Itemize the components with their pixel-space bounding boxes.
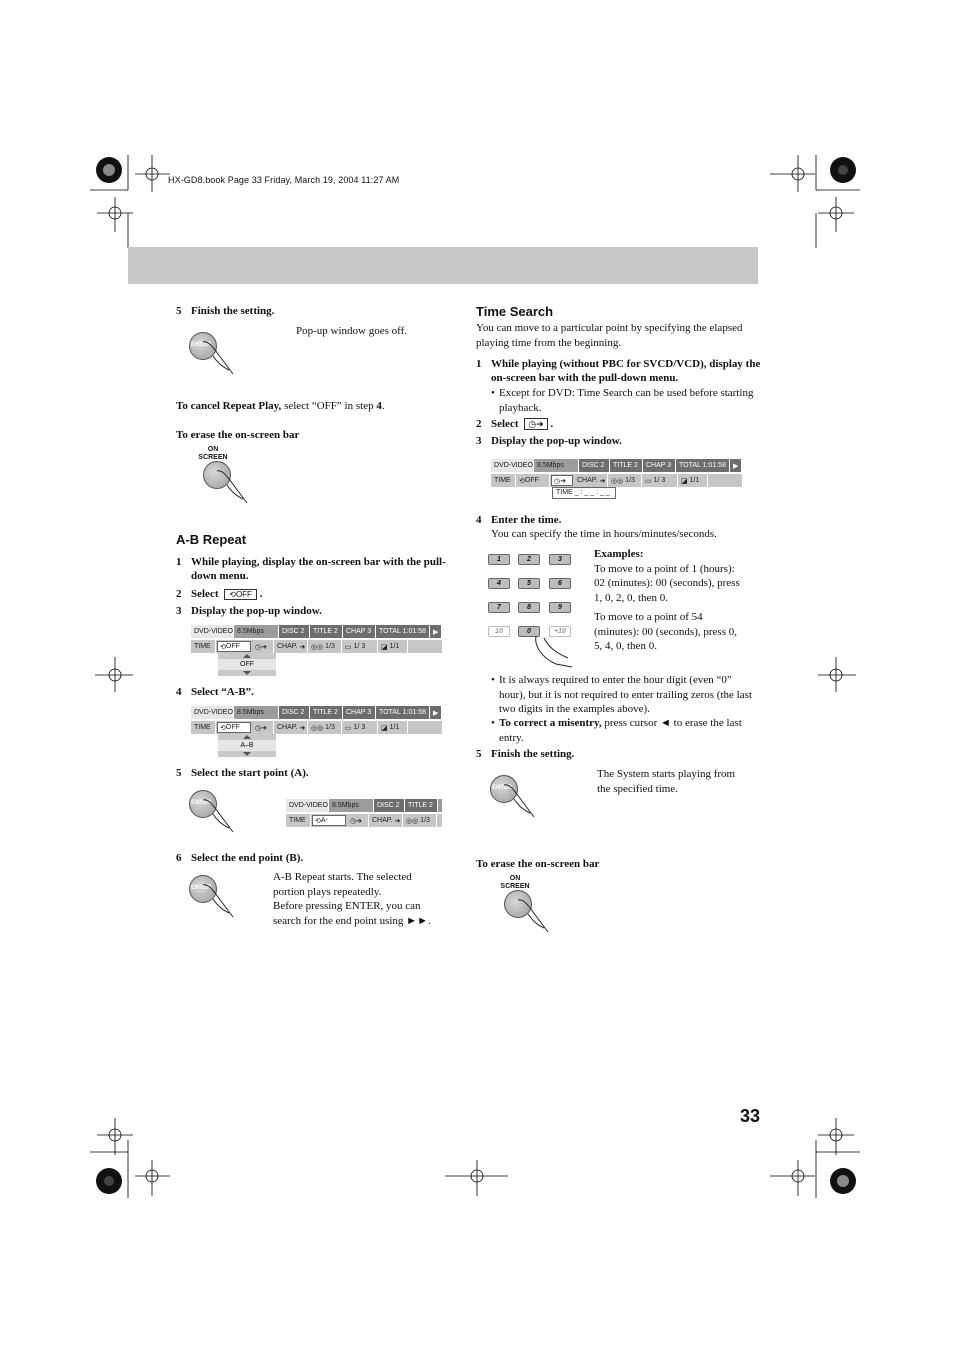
ab-step-3: 3 Display the pop-up window.	[176, 605, 322, 617]
ts-step-3: 3 Display the pop-up window.	[476, 435, 622, 447]
osd-total: TOTAL 1:01:58	[376, 706, 430, 719]
time-search-icon: ◷➜	[524, 418, 547, 430]
osd-repeat: ⟲ OFF	[516, 474, 550, 487]
ab-repeat-heading: A-B Repeat	[176, 532, 247, 547]
osd-row-top	[191, 625, 442, 638]
osd-chap-search: CHAP. ➜	[274, 721, 308, 734]
ts-step-4: 4 Enter the time.	[476, 514, 562, 526]
osd-chap: CHAP 3	[343, 625, 376, 638]
erase-bar-title-right: To erase the on-screen bar	[476, 858, 600, 870]
osd-angle: ◪ 1/1	[678, 474, 708, 487]
osd-bar-time-search	[491, 459, 742, 487]
osd-chap-search: CHAP. ➜	[274, 640, 308, 653]
enter-button	[189, 324, 249, 380]
osd-chap-search: CHAP. ➜	[574, 474, 608, 487]
osd-time: TIME	[286, 814, 311, 827]
osd-row-top	[191, 706, 442, 719]
popup-ab-value: A–B	[218, 740, 276, 751]
osd-dvd-video: DVD-VIDEO	[191, 706, 234, 719]
ts-step-5: 5 Finish the setting.	[476, 748, 575, 760]
up-arrow-icon	[218, 653, 276, 659]
key-4: 4	[488, 578, 510, 589]
osd-angle: ◪ 1/1	[378, 640, 408, 653]
osd-subtitle: ▭ 1/ 3	[342, 721, 378, 734]
play-icon: ▶	[730, 459, 742, 472]
osd-row-bottom	[286, 814, 442, 827]
ts-bullet-hour-digit: • It is always required to enter the hour digit (even “0” hour), but it is not required to enter trailing zeros (the last two digits in the examples above).	[491, 674, 752, 715]
osd-dvd-video: DVD-VIDEO	[191, 625, 234, 638]
osd-title: TITLE 2	[610, 459, 643, 472]
pointing-hand-icon	[514, 894, 554, 934]
osd-audio: ◎◎ 1/3	[308, 640, 342, 653]
osd-chap-search: CHAP. ➜	[369, 814, 403, 827]
osd-audio: ◎◎ 1/3	[608, 474, 642, 487]
enter-button	[189, 782, 249, 838]
osd-total: TOTAL 1:01:58	[676, 459, 730, 472]
key-2: 2	[518, 554, 540, 565]
osd-repeat-box: ⟲ A-	[312, 815, 346, 826]
enter-button	[490, 767, 550, 823]
down-arrow-icon	[218, 670, 276, 676]
key-7: 7	[488, 602, 510, 613]
osd-audio: ◎◎ 1/3	[403, 814, 437, 827]
popup-off-note: Pop-up window goes off.	[296, 325, 408, 337]
play-icon: ▶	[430, 706, 442, 719]
on-screen-label: ON SCREEN	[500, 875, 530, 890]
enter-button-label: ENTER	[492, 785, 513, 791]
osd-row-bottom	[491, 474, 742, 487]
play-icon: ▶	[430, 625, 442, 638]
osd-time: TIME	[191, 640, 216, 653]
examples: Examples: To move to a point of 1 (hours): 02 (minutes): 00 (seconds), press 1, 0, 2, 0, then 0. To move to a point of 54 (minutes): 00 (seconds), press 0, 5, 4, 0, then 0.	[594, 548, 740, 652]
enter-button	[189, 867, 249, 923]
enter-button-label: ENTER	[191, 800, 212, 806]
key-plus-10: +10	[549, 626, 571, 637]
osd-row-bottom	[191, 640, 442, 653]
time-search-icon: ◷➜	[252, 721, 274, 734]
popup-ab	[218, 734, 276, 757]
time-search-intro: You can move to a particular point by specifying the elapsed playing time from the beginning.	[476, 322, 743, 349]
osd-row-top	[286, 799, 442, 812]
ts-step-1: 1 While playing (without PBC for SVCD/VCD), display the on-screen bar with the pull-down menu.	[476, 358, 761, 384]
ts-step-2: 2 Select ◷➜ .	[476, 418, 554, 430]
osd-bitrate: 8.5Mbps	[534, 459, 579, 472]
osd-title: TITLE 2	[310, 625, 343, 638]
time-search-icon: ◷➜	[551, 475, 573, 486]
ts-bullet-misentry: • To correct a misentry, press cursor ◄ to erase the last entry.	[491, 717, 742, 744]
cancel-repeat-note: To cancel Repeat Play, select “OFF” in step 4.	[176, 400, 385, 412]
file-info: HX-GD8.book Page 33 Friday, March 19, 2004 11:27 AM	[168, 175, 400, 185]
pointing-hand-icon	[199, 336, 239, 376]
osd-disc: DISC 2	[579, 459, 610, 472]
osd-bar-ab-step5	[286, 799, 442, 827]
page-number: 33	[739, 1106, 760, 1126]
ab-step-5: 5 Select the start point (A).	[176, 767, 309, 779]
enter-button-label: ENTER	[191, 342, 212, 348]
osd-bitrate: 8.5Mbps	[329, 799, 374, 812]
pointing-hand-icon	[213, 465, 253, 505]
osd-angle: ◪ 1/1	[378, 721, 408, 734]
up-arrow-icon	[218, 734, 276, 740]
key-9: 9	[549, 602, 571, 613]
ab-step-6-note: A-B Repeat starts. The selected portion plays repeatedly. Before pressing ENTER, you can search for the end point using ►►.	[273, 871, 431, 927]
osd-time: TIME	[491, 474, 516, 487]
key-10: 10	[488, 626, 510, 637]
time-search-heading: Time Search	[476, 304, 554, 319]
osd-bitrate: 8.5Mbps	[234, 625, 279, 638]
pointing-hand-icon	[532, 634, 578, 668]
osd-repeat-box: ⟲ OFF	[217, 641, 251, 652]
time-entry-box: TIME _ : _ _ : _ _	[552, 487, 616, 499]
on-screen-button	[203, 453, 263, 509]
key-8: 8	[518, 602, 540, 613]
popup-off-value: OFF	[218, 659, 276, 670]
ts-step-5-note: The System starts playing from the specified time.	[597, 768, 736, 795]
osd-disc: DISC 2	[279, 625, 310, 638]
ts-step-4-sub: You can specify the time in hours/minutes/seconds.	[491, 528, 717, 540]
osd-row-top	[491, 459, 742, 472]
enter-button-label: ENTER	[191, 885, 212, 891]
osd-subtitle: ▭ 1/ 3	[642, 474, 678, 487]
ab-step-4: 4 Select “A-B”.	[176, 686, 254, 698]
key-1: 1	[488, 554, 510, 565]
key-5: 5	[518, 578, 540, 589]
key-6: 6	[549, 578, 571, 589]
osd-disc: DISC 2	[279, 706, 310, 719]
osd-audio: ◎◎ 1/3	[308, 721, 342, 734]
ts-step-1-bullet: • Except for DVD: Time Search can be used before starting playback.	[491, 387, 754, 414]
osd-bar-ab-step3	[191, 625, 442, 653]
osd-total: TOTAL 1:01:58	[376, 625, 430, 638]
osd-dvd-video: DVD-VIDEO	[286, 799, 329, 812]
key-0: 0	[518, 626, 540, 637]
osd-time: TIME	[191, 721, 216, 734]
osd-bar-ab-step4	[191, 706, 442, 734]
on-screen-button	[504, 882, 564, 938]
osd-title: TITLE 2	[405, 799, 438, 812]
pointing-hand-icon	[199, 879, 239, 919]
time-search-icon: ◷➜	[347, 814, 369, 827]
ab-step-6: 6 Select the end point (B).	[176, 852, 304, 864]
osd-repeat-box: ⟲ OFF	[217, 722, 251, 733]
down-arrow-icon	[218, 751, 276, 757]
osd-disc: DISC 2	[374, 799, 405, 812]
key-3: 3	[549, 554, 571, 565]
popup-off	[218, 653, 276, 676]
time-search-icon: ◷➜	[252, 640, 274, 653]
osd-chap: CHAP 3	[643, 459, 676, 472]
pointing-hand-icon	[500, 779, 540, 819]
ab-step-1: 1 While playing, display the on-screen bar with the pull-down menu.	[176, 556, 446, 582]
osd-row-bottom	[191, 721, 442, 734]
step-5-finish: 5 Finish the setting.	[176, 305, 275, 317]
repeat-off-icon: ⟲OFF	[224, 589, 257, 600]
osd-dvd-video: DVD-VIDEO	[491, 459, 534, 472]
ab-step-2: 2 Select ⟲OFF .	[176, 588, 263, 600]
osd-subtitle: ▭ 1/ 3	[342, 640, 378, 653]
osd-chap: CHAP 3	[343, 706, 376, 719]
pointing-hand-icon	[199, 794, 239, 834]
header-band	[128, 247, 758, 284]
osd-title: TITLE 2	[310, 706, 343, 719]
osd-bitrate: 8.5Mbps	[234, 706, 279, 719]
on-screen-label: ON SCREEN	[198, 446, 228, 461]
erase-bar-title-left: To erase the on-screen bar	[176, 429, 300, 441]
